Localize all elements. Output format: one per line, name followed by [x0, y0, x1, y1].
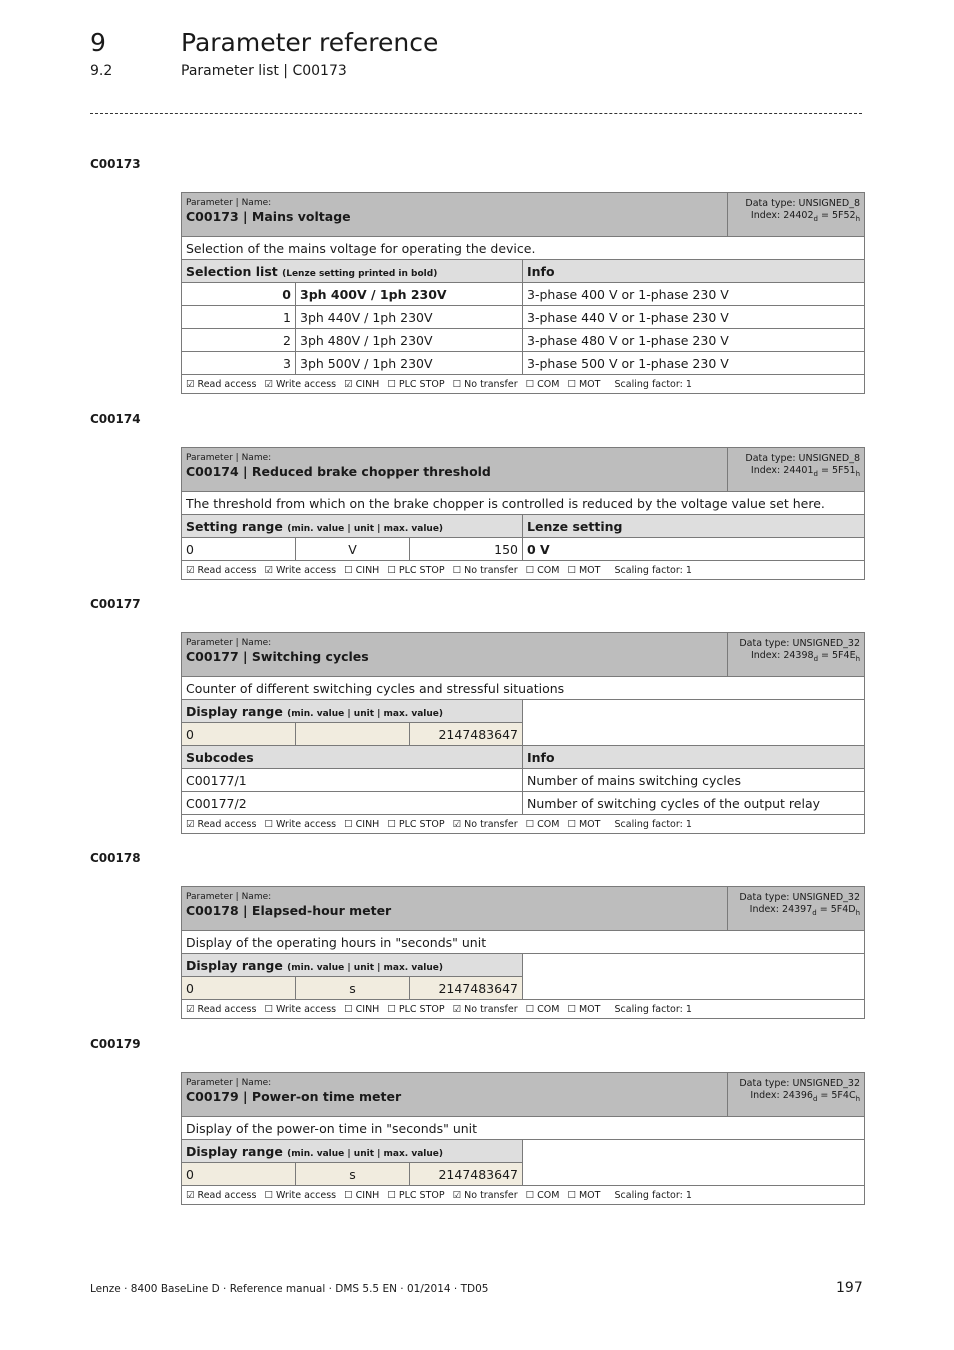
lenze-setting-value: 0 V: [523, 538, 865, 561]
data-type: Data type: UNSIGNED_32: [739, 892, 861, 903]
parameter-index: Index: $24402_d = 5F52_h$: [750, 210, 861, 223]
table-row: C00177/2 Number of switching cycles of the output relay: [182, 792, 865, 815]
section-number: 9.2: [90, 63, 113, 79]
parameter-table-c00179: [181, 1072, 865, 1205]
parameter-header: [182, 1073, 865, 1117]
range-max: 2147483647: [410, 723, 523, 746]
parameter-name: C00177 | Switching cycles: [186, 649, 369, 664]
table-row: C00177/1 Number of mains switching cycles: [182, 769, 865, 792]
parameter-name: C00178 | Elapsed-hour meter: [186, 903, 392, 918]
display-range-header: Display range (min. value | unit | max. value): [182, 1140, 523, 1163]
display-range-header: Display range (min. value | unit | max. value): [182, 954, 523, 977]
parameter-description: Selection of the mains voltage for operating the device.: [182, 237, 865, 260]
range-min: 0: [182, 977, 296, 1000]
page-number: 197: [836, 1280, 863, 1296]
parameter-description: Display of the power-on time in "seconds" unit: [182, 1117, 865, 1140]
table-row: 3 3ph 500V / 1ph 230V 3-phase 500 V or 1-phase 230 V: [182, 352, 865, 375]
name-caption: Parameter | Name:: [186, 638, 272, 648]
footer-text: Lenze · 8400 BaseLine D · Reference manual · DMS 5.5 EN · 01/2014 · TD05: [90, 1283, 489, 1295]
data-type: Data type: UNSIGNED_32: [739, 1078, 861, 1089]
table-row: 0 3ph 400V / 1ph 230V 3-phase 400 V or 1-phase 230 V: [182, 283, 865, 306]
parameter-description: The threshold from which on the brake chopper is controlled is reduced by the voltage value set here.: [182, 492, 865, 515]
range-unit: s: [296, 1163, 410, 1186]
range-max: 2147483647: [410, 1163, 523, 1186]
header-divider: [90, 113, 862, 114]
access-flags: ☑ Read access ☑ Write access ☑ CINH ☐ PLC STOP ☐ No transfer ☐ COM ☐ MOT Scaling factor: 1: [182, 375, 865, 394]
setting-range-header: Setting range (min. value | unit | max. value): [182, 515, 523, 538]
chapter-title: Parameter reference: [181, 28, 439, 57]
parameter-header: [182, 448, 865, 492]
chapter-number: 9: [90, 28, 106, 57]
access-flags: ☑ Read access ☐ Write access ☐ CINH ☐ PLC STOP ☑ No transfer ☐ COM ☐ MOT Scaling factor: 1: [182, 1186, 865, 1205]
range-max: 150: [410, 538, 523, 561]
data-type: Data type: UNSIGNED_8: [745, 198, 861, 209]
parameter-table-c00178: [181, 886, 865, 1019]
parameter-description: Display of the operating hours in "seconds" unit: [182, 931, 865, 954]
section-label: C00177: [90, 597, 141, 611]
range-min: 0: [182, 1163, 296, 1186]
parameter-name: C00173 | Mains voltage: [186, 209, 351, 224]
lenze-setting-header: Lenze setting: [523, 515, 865, 538]
section-label: C00173: [90, 157, 141, 171]
range-min: 0: [182, 538, 296, 561]
name-caption: Parameter | Name:: [186, 1078, 272, 1088]
table-row: [182, 538, 865, 561]
parameter-header: [182, 193, 865, 237]
display-range-header: Display range (min. value | unit | max. value): [182, 700, 523, 723]
access-flags: ☑ Read access ☑ Write access ☐ CINH ☐ PLC STOP ☐ No transfer ☐ COM ☐ MOT Scaling factor: 1: [182, 561, 865, 580]
table-row: 2 3ph 480V / 1ph 230V 3-phase 480 V or 1-phase 230 V: [182, 329, 865, 352]
parameter-table-c00174: [181, 447, 865, 580]
range-max: 2147483647: [410, 977, 523, 1000]
parameter-header: [182, 633, 865, 677]
range-unit: V: [296, 538, 410, 561]
name-caption: Parameter | Name:: [186, 198, 272, 208]
access-flags: ☑ Read access ☐ Write access ☐ CINH ☐ PLC STOP ☑ No transfer ☐ COM ☐ MOT Scaling factor: 1: [182, 1000, 865, 1019]
name-caption: Parameter | Name:: [186, 453, 272, 463]
name-caption: Parameter | Name:: [186, 892, 272, 902]
subcodes-header: Subcodes: [182, 746, 523, 769]
access-flags: ☑ Read access ☐ Write access ☐ CINH ☐ PLC STOP ☑ No transfer ☐ COM ☐ MOT Scaling factor: 1: [182, 815, 865, 834]
parameter-table-c00173: [181, 192, 865, 394]
selection-list-header: Selection list (Lenze setting printed in bold): [182, 260, 523, 283]
section-label: C00174: [90, 412, 141, 426]
parameter-table-c00177: [181, 632, 865, 834]
section-label: C00178: [90, 851, 141, 865]
parameter-name: C00179 | Power-on time meter: [186, 1089, 402, 1104]
parameter-name: C00174 | Reduced brake chopper threshold: [186, 464, 491, 479]
section-title: Parameter list | C00173: [181, 63, 347, 79]
parameter-description: Counter of different switching cycles and stressful situations: [182, 677, 865, 700]
range-unit: [296, 723, 410, 746]
section-label: C00179: [90, 1037, 141, 1051]
info-header: Info: [523, 260, 865, 283]
data-type: Data type: UNSIGNED_32: [739, 638, 861, 649]
parameter-index: Index: $24401_d = 5F51_h$: [750, 465, 861, 478]
parameter-header: [182, 887, 865, 931]
parameter-index: Index: $24398_d = 5F4E_h$: [750, 650, 861, 663]
data-type: Data type: UNSIGNED_8: [745, 453, 861, 464]
parameter-index: Index: $24397_d = 5F4D_h$: [749, 904, 861, 917]
parameter-index: Index: $24396_d = 5F4C_h$: [750, 1090, 861, 1103]
table-row: 1 3ph 440V / 1ph 230V 3-phase 440 V or 1-phase 230 V: [182, 306, 865, 329]
range-min: 0: [182, 723, 296, 746]
range-unit: s: [296, 977, 410, 1000]
info-header: Info: [523, 746, 865, 769]
